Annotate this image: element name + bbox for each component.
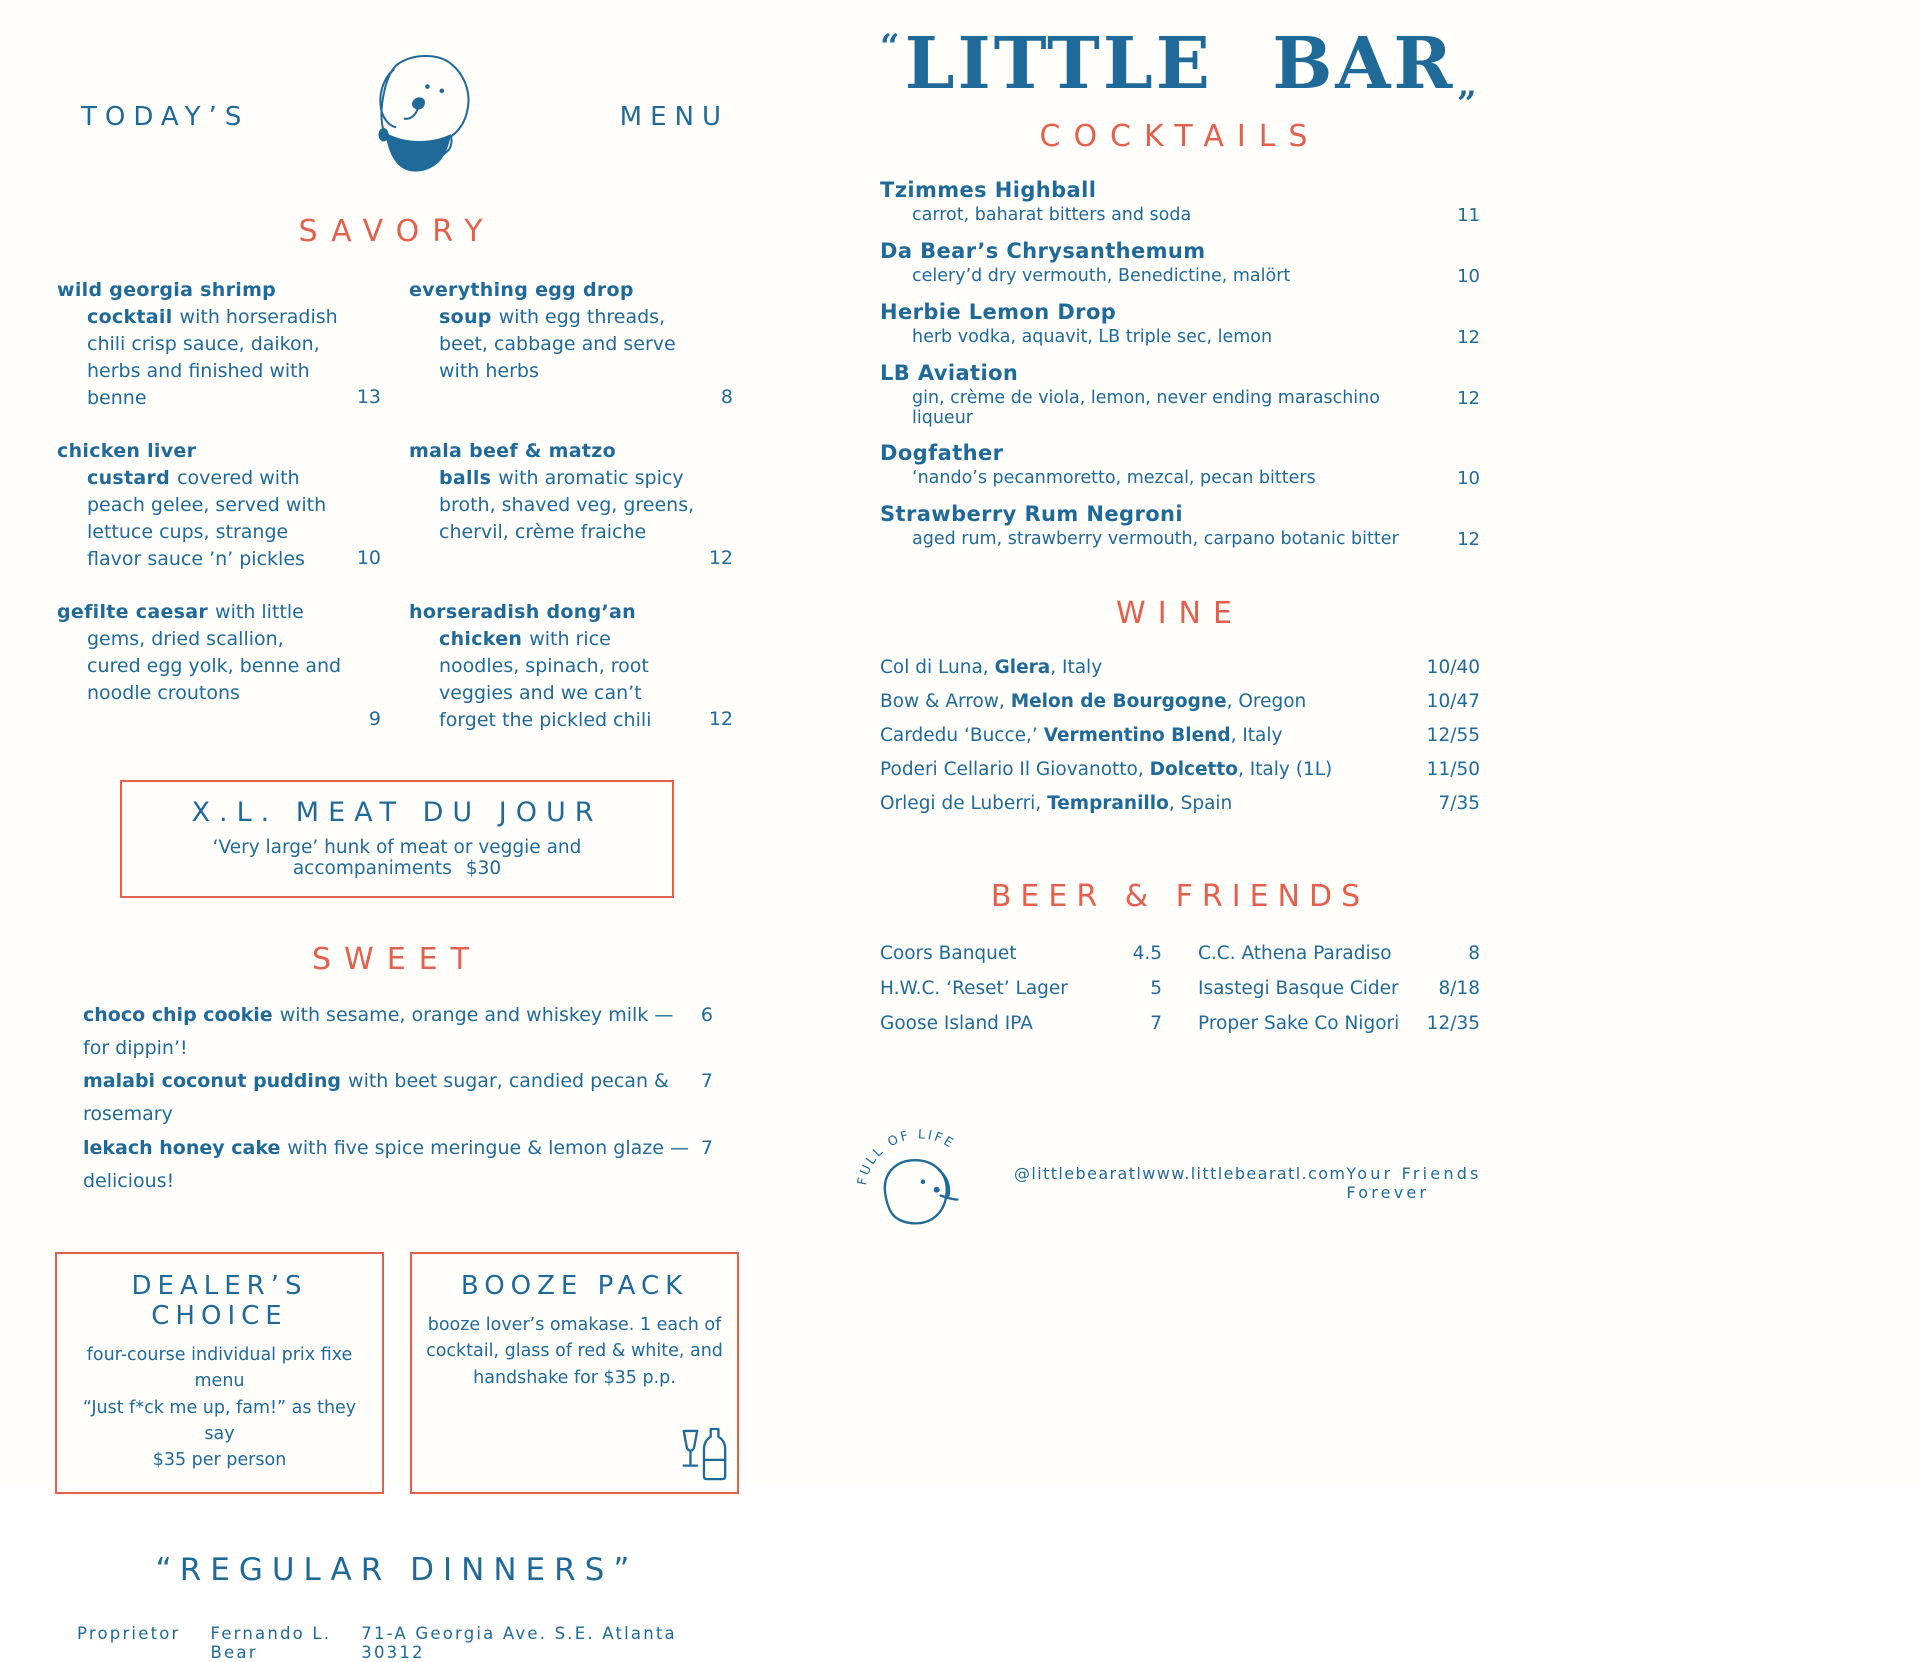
- wine-producer: Bow & Arrow,: [880, 691, 1011, 712]
- dish-item: [409, 599, 737, 734]
- dealers-choice-box: [55, 1252, 384, 1494]
- beer-price: 8: [1468, 943, 1480, 964]
- proprietor-name: Fernando L. Bear: [210, 1624, 332, 1662]
- beer-name: Proper Sake Co Nigori: [1198, 1013, 1400, 1034]
- beer-price: 12/35: [1426, 1013, 1480, 1034]
- dish-name: lekach honey cake: [83, 1136, 281, 1159]
- cocktail-price: 10: [1457, 266, 1480, 287]
- wine-price: 10/40: [1426, 657, 1480, 678]
- meat-du-jour-box: [120, 780, 674, 898]
- dish-name: wild georgia shrimp cocktail: [57, 279, 277, 328]
- wine-list: [880, 651, 1480, 821]
- brand-open-quote: “: [880, 27, 903, 67]
- savory-heading: SAVORY: [298, 214, 496, 249]
- wine-varietal: Dolcetto: [1149, 759, 1238, 780]
- cocktail-desc: aged rum, strawberry vermouth, carpano botanic bitter: [912, 529, 1399, 549]
- menu-label: MENU: [619, 102, 729, 132]
- dish-item: [57, 438, 385, 573]
- cocktail-item: [880, 441, 1480, 489]
- cocktail-name: Dogfather: [880, 441, 1004, 465]
- meat-du-jour-desc: ‘Very large’ hunk of meat or veggie and accompaniments $30: [212, 836, 582, 879]
- cocktail-price: 12: [1457, 388, 1480, 409]
- cocktail-item: [880, 178, 1480, 226]
- wine-origin: , Spain: [1168, 793, 1233, 814]
- wine-origin: , Oregon: [1226, 691, 1307, 712]
- meat-du-jour-title: X.L. MEAT DU JOUR: [191, 796, 603, 828]
- brand-name-bar: BAR: [1272, 21, 1456, 105]
- offers-row: [55, 1252, 739, 1494]
- dish-item: [409, 277, 737, 412]
- wine-producer: Col di Luna,: [880, 657, 995, 678]
- cocktail-price: 11: [1457, 205, 1480, 226]
- right-column: [854, 21, 1482, 1233]
- booze-pack-price: handshake for $35 p.p.: [473, 1367, 676, 1388]
- dish-price: 6: [700, 1003, 713, 1026]
- cocktail-desc: herb vodka, aquavit, LB triple sec, lemon: [912, 327, 1273, 347]
- cocktail-desc: ‘nando’s pecanmoretto, mezcal, pecan bitters: [912, 468, 1316, 488]
- dish-price: 9: [368, 707, 381, 730]
- beer-name: Isastegi Basque Cider: [1198, 978, 1399, 999]
- badge-arc-text: FULL OF LIFE: [854, 1127, 958, 1187]
- beer-name: H.W.C. ‘Reset’ Lager: [880, 978, 1068, 999]
- wine-item: [880, 685, 1480, 719]
- badge-footer-row: [844, 1105, 1494, 1233]
- cocktail-name: LB Aviation: [880, 361, 1019, 385]
- beer-name: Goose Island IPA: [880, 1013, 1033, 1034]
- cocktail-desc: celery’d dry vermouth, Benedictine, malört: [912, 266, 1291, 286]
- cocktail-list: [880, 178, 1480, 550]
- booze-pack-line: cocktail, glass of red & white, and: [426, 1341, 723, 1362]
- todays-label: TODAY’S: [81, 102, 250, 132]
- beer-item: [880, 936, 1162, 971]
- dish-name: everything egg drop soup: [409, 279, 634, 328]
- beer-price: 7: [1150, 1013, 1162, 1034]
- wine-origin: , Italy: [1050, 657, 1103, 678]
- dish-price: 7: [700, 1136, 713, 1159]
- dish-desc: with egg threads, beet, cabbage and serve with herbs: [439, 305, 676, 382]
- booze-pack-line: booze lover’s omakase. 1 each of: [427, 1315, 722, 1336]
- cocktail-item: [880, 361, 1480, 428]
- beer-price: 4.5: [1132, 943, 1162, 964]
- dish-item: [57, 599, 385, 734]
- cocktail-name: Strawberry Rum Negroni: [880, 502, 1183, 526]
- sweet-item: [83, 1065, 713, 1132]
- website-url: www.littlebearatl.com: [1142, 1164, 1347, 1183]
- dish-name: malabi coconut pudding: [83, 1070, 342, 1093]
- beer-price: 5: [1150, 978, 1162, 999]
- booze-pack-title: BOOZE PACK: [460, 1271, 689, 1302]
- booze-pack-box: [410, 1252, 739, 1494]
- wine-item: [880, 651, 1480, 685]
- wine-price: 12/55: [1426, 725, 1480, 746]
- wine-varietal: Tempranillo: [1047, 793, 1169, 814]
- dish-price: 8: [720, 385, 733, 408]
- wine-producer: Cardedu ‘Bucce,’: [880, 725, 1044, 746]
- cocktail-name: Herbie Lemon Drop: [880, 300, 1117, 324]
- wine-price: 10/47: [1426, 691, 1480, 712]
- dish-price: 12: [708, 546, 733, 569]
- brand-name-little: LITTLE: [904, 21, 1213, 105]
- bandana-dog-logo-icon: [343, 42, 495, 192]
- dish-price: 12: [708, 707, 733, 730]
- footer-right: [992, 1136, 1494, 1202]
- wine-producer: Poderi Cellario Il Giovanotto,: [880, 759, 1150, 780]
- beer-item: [1198, 971, 1480, 1006]
- footer-left: [55, 1624, 739, 1662]
- beer-item: [880, 971, 1162, 1006]
- dish-desc: with aromatic spicy broth, shaved veg, greens, chervil, crème fraiche: [439, 466, 695, 543]
- beer-item: [880, 1006, 1162, 1041]
- proprietor-label: Proprietor: [77, 1624, 181, 1644]
- dish-desc: covered with peach gelee, served with lettuce cups, strange flavor sauce ’n’ pickles: [87, 466, 327, 570]
- wine-producer: Orlegi de Luberri,: [880, 793, 1048, 814]
- beer-price: 8/18: [1438, 978, 1480, 999]
- cocktail-name: Da Bear’s Chrysanthemum: [880, 239, 1206, 263]
- cocktail-desc: gin, crème de viola, lemon, never ending maraschino liqueur: [912, 388, 1380, 428]
- wine-heading: WINE: [1116, 596, 1244, 631]
- cocktail-item: [880, 502, 1480, 550]
- beer-name: C.C. Athena Paradiso: [1198, 943, 1392, 964]
- beer-heading: BEER & FRIENDS: [990, 879, 1370, 914]
- dish-price: 7: [700, 1070, 713, 1093]
- beer-item: [1198, 1006, 1480, 1041]
- dish-desc: with rice noodles, spinach, root veggies and we can’t forget the pickled chili: [439, 627, 652, 731]
- cocktail-desc: carrot, baharat bitters and soda: [912, 205, 1192, 225]
- sweet-heading: SWEET: [312, 941, 482, 977]
- brand-close-quote: „: [1457, 65, 1480, 105]
- dish-desc: with little gems, dried scallion, cured egg yolk, benne and noodle croutons: [87, 600, 342, 704]
- dish-name: chicken liver custard: [57, 439, 197, 489]
- sweet-list: [55, 999, 739, 1199]
- cocktail-price: 12: [1457, 327, 1480, 348]
- social-handle: @littlebearatl: [1014, 1164, 1143, 1183]
- dish-name: mala beef & matzo balls: [409, 439, 616, 489]
- dish-name: choco chip cookie: [83, 1003, 273, 1026]
- savory-list: [55, 277, 739, 734]
- dealers-choice-title: DEALER’S CHOICE: [131, 1271, 308, 1332]
- cocktail-price: 12: [1457, 529, 1480, 550]
- masthead: [55, 42, 739, 192]
- left-column: [55, 42, 739, 1662]
- full-of-life-dog-badge-icon: [844, 1105, 992, 1233]
- beer-item: [1198, 936, 1480, 971]
- wine-item: [880, 753, 1480, 787]
- wine-price: 7/35: [1438, 793, 1480, 814]
- beer-column-right: [1198, 936, 1480, 1041]
- wine-varietal: Glera: [994, 657, 1051, 678]
- dish-desc: with horseradish chili crisp sauce, daikon, herbs and finished with benne: [87, 305, 338, 409]
- dish-desc: with beet sugar, candied pecan & rosemary: [83, 1070, 669, 1126]
- dealers-choice-line: four-course individual prix fixe menu: [86, 1345, 353, 1392]
- cocktail-item: [880, 300, 1480, 348]
- sweet-item: [83, 999, 713, 1066]
- wine-price: 11/50: [1426, 759, 1480, 780]
- beer-list: [880, 936, 1480, 1041]
- sweet-item: [83, 1132, 713, 1199]
- beer-column-left: [880, 936, 1162, 1041]
- wine-varietal: Melon de Bourgogne: [1010, 691, 1227, 712]
- tagline: Your Friends Forever: [1346, 1164, 1482, 1202]
- wine-origin: , Italy (1L): [1237, 759, 1333, 780]
- dish-price: 13: [356, 385, 381, 408]
- meat-du-jour-price: $30: [465, 857, 502, 879]
- dish-desc: with five spice meringue & lemon glaze — delicious!: [83, 1136, 689, 1192]
- dish-name: horseradish dong’an chicken: [409, 600, 636, 650]
- dish-name: gefilte caesar: [57, 600, 209, 623]
- wine-varietal: Vermentino Blend: [1043, 725, 1231, 746]
- cocktail-name: Tzimmes Highball: [880, 178, 1097, 202]
- dish-item: [409, 438, 737, 573]
- wine-glass-bottle-icon: [676, 1425, 730, 1487]
- dealers-choice-line: “Just f*ck me up, fam!” as they say: [82, 1397, 357, 1444]
- cocktails-heading: COCKTAILS: [1039, 119, 1321, 154]
- dish-price: 10: [356, 546, 381, 569]
- address: 71-A Georgia Ave. S.E. Atlanta 30312: [361, 1624, 677, 1662]
- dealers-choice-price: $35 per person: [152, 1450, 287, 1471]
- brand-title: [880, 21, 1480, 105]
- wine-origin: , Italy: [1230, 725, 1283, 746]
- regular-dinners-heading: “REGULAR DINNERS”: [155, 1552, 639, 1589]
- beer-name: Coors Banquet: [880, 943, 1017, 964]
- wine-item: [880, 787, 1480, 821]
- svg-text:FULL OF LIFE: [855, 1127, 958, 1186]
- cocktail-item: [880, 239, 1480, 287]
- cocktail-price: 10: [1457, 468, 1480, 489]
- dish-desc: with sesame, orange and whiskey milk — for dippin’!: [83, 1003, 674, 1059]
- dish-item: [57, 277, 385, 412]
- wine-item: [880, 719, 1480, 753]
